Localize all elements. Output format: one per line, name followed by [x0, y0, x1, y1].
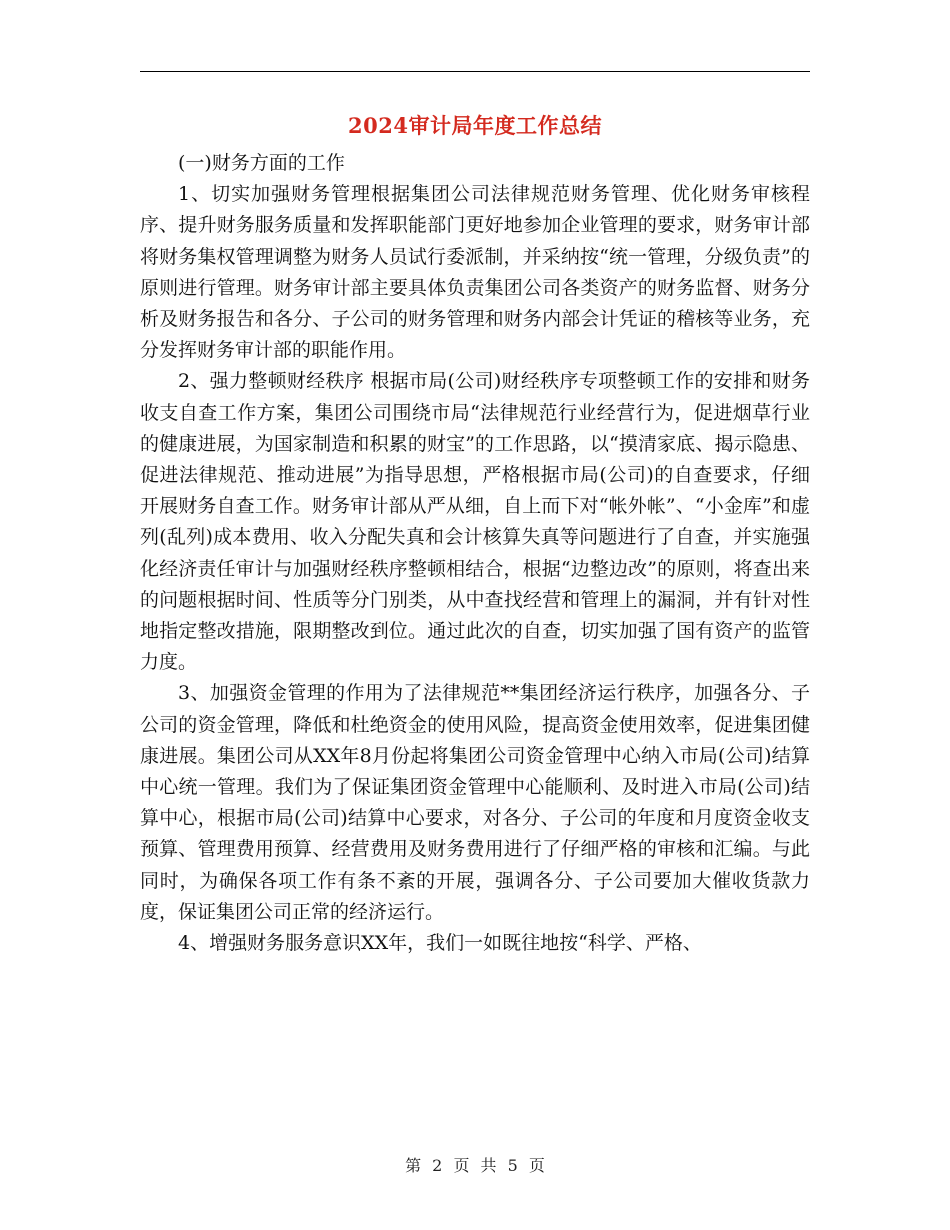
section-heading: (一)财务方面的工作 — [178, 152, 345, 174]
document-body — [140, 148, 810, 959]
paragraph-2: 2、强力整顿财经秩序 根据市局(公司)财经秩序专项整顿工作的安排和财务收支自查工作方案，集团公司围绕市局“法律规范行业经营行为，促进烟草行业的健康进展，为国家制造和积累的财宝”的工作思路，以“摸清家底、揭示隐患、促进法律规范、推动进展”为指导思想，严格根据市局(公司)的自查要求，仔细开展财务自查工作。财务审计部从严从细，自上而下对“帐外帐”、“小金库”和虚列(乱列)成本费用、收入分配失真和会计核算失真等问题进行了自查，并实施强化经济责任审计与加强财经秩序整顿相结合，根据“边整边改”的原则，将查出来的问题根据时间、性质等分门别类，从中查找经营和管理上的漏洞，并有针对性地指定整改措施，限期整改到位。通过此次的自查，切实加强了国有资产的监管力度。 — [140, 370, 810, 674]
header-rule — [140, 71, 810, 72]
paragraph-4: 4、增强财务服务意识XX年，我们一如既往地按“科学、严格、 — [178, 932, 702, 955]
paragraph-1: 1、切实加强财务管理根据集团公司法律规范财务管理、优化财务审核程序、提升财务服务质量和发挥职能部门更好地参加企业管理的要求，财务审计部将财务集权管理调整为财务人员试行委派制，并采纳按“统一管理，分级负责”的原则进行管理。财务审计部主要具体负责集团公司各类资产的财务监督、财务分析及财务报告和各分、子公司的财务管理和财务内部会计凭证的稽核等业务，充分发挥财务审计部的职能作用。 — [140, 183, 810, 362]
page-number-footer: 第 2 页 共 5 页 — [405, 1156, 545, 1175]
document-title: 2024审计局年度工作总结 — [348, 113, 602, 138]
paragraph-3: 3、加强资金管理的作用为了法律规范**集团经济运行秩序，加强各分、子公司的资金管理，降低和杜绝资金的使用风险，提高资金使用效率，促进集团健康进展。集团公司从XX年8月份起将集团公司资金管理中心纳入市局(公司)结算中心统一管理。我们为了保证集团资金管理中心能顺利、及时进入市局(公司)结算中心，根据市局(公司)结算中心要求，对各分、子公司的年度和月度资金收支预算、管理费用预算、经营费用及财务费用进行了仔细严格的审核和汇编。与此同时，为确保各项工作有条不紊的开展，强调各分、子公司要加大催收货款力度，保证集团公司正常的经济运行。 — [140, 682, 810, 923]
